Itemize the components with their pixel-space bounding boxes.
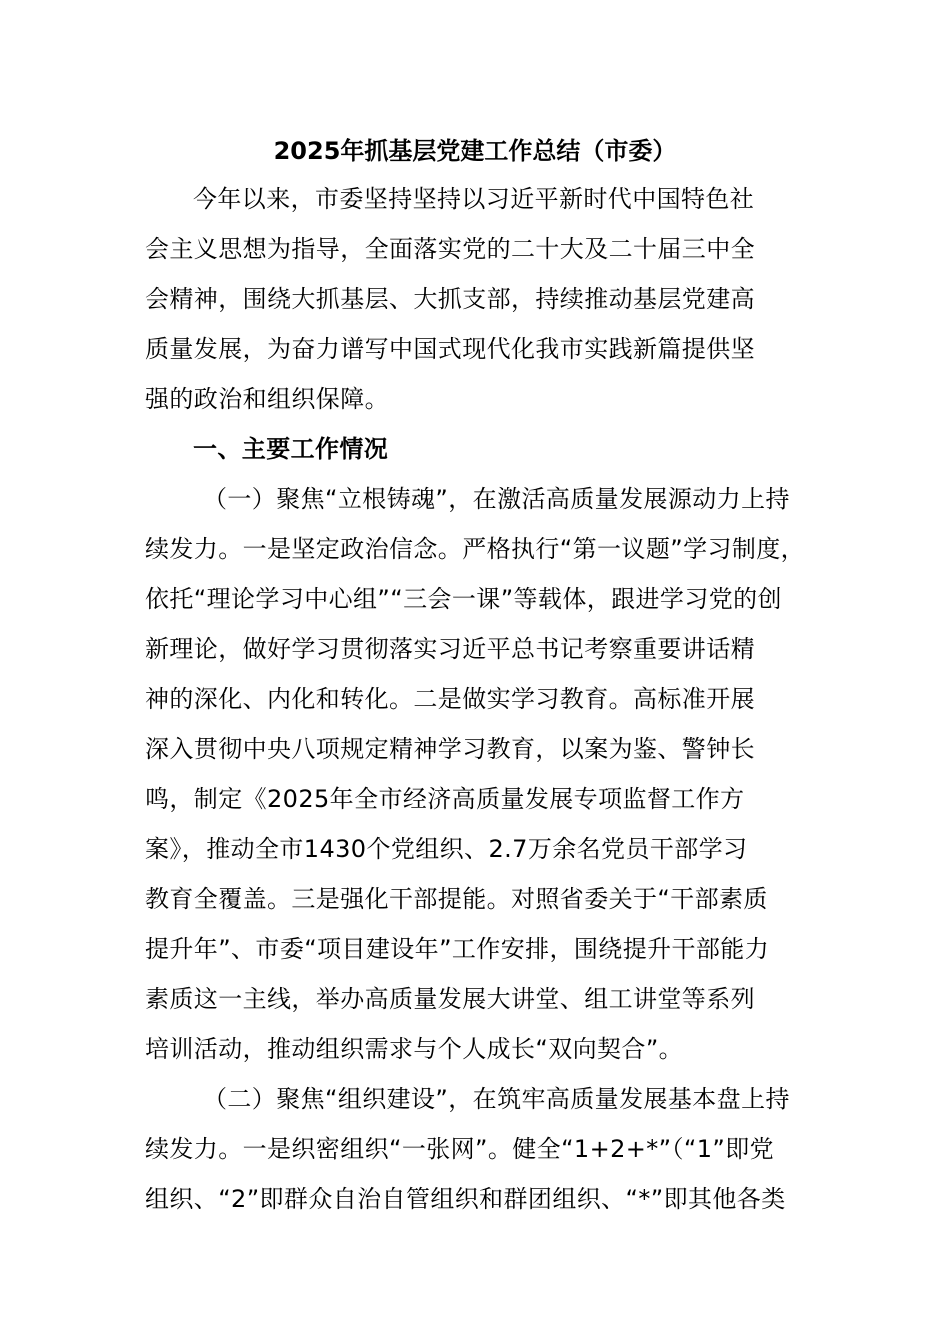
paragraph-line: （二）聚焦“组织建设”，在筑牢高质量发展基本盘上持 [203, 1085, 790, 1113]
paragraph-line: 质量发展，为奋力谱写中国式现代化我市实践新篇提供坚 [145, 335, 755, 363]
paragraph-line: 新理论，做好学习贯彻落实习近平总书记考察重要讲话精 [145, 635, 755, 663]
paragraph-line: 今年以来，市委坚持坚持以习近平新时代中国特色社 [193, 185, 755, 213]
paragraph-line: 续发力。一是织密组织“一张网”。健全“1+2+*”（“1”即党 [145, 1135, 775, 1163]
paragraph-line: 提升年”、市委“项目建设年”工作安排，围绕提升干部能力 [145, 935, 770, 963]
paragraph-line: 续发力。一是坚定政治信念。严格执行“第一议题”学习制度， [145, 535, 806, 563]
paragraph-line: 深入贯彻中央八项规定精神学习教育，以案为鉴、警钟长 [145, 735, 755, 763]
paragraph-line: 素质这一主线，举办高质量发展大讲堂、组工讲堂等系列 [145, 985, 755, 1013]
paragraph-line: 会主义思想为指导，全面落实党的二十大及二十届三中全 [145, 235, 755, 263]
paragraph-line: 会精神，围绕大抓基层、大抓支部，持续推动基层党建高 [145, 285, 755, 313]
paragraph-line: 组织、“2”即群众自治自管组织和群团组织、“*”即其他各类 [145, 1185, 786, 1213]
paragraph-line: 依托“理论学习中心组”“三会一课”等载体，跟进学习党的创 [145, 585, 782, 613]
document-title: 2025年抓基层党建工作总结（市委） [273, 137, 677, 165]
paragraph-line: 神的深化、内化和转化。二是做实学习教育。高标准开展 [145, 685, 755, 713]
paragraph-line: （一）聚焦“立根铸魂”，在激活高质量发展源动力上持 [203, 485, 790, 513]
section-heading: 一、主要工作情况 [193, 435, 389, 463]
paragraph-line: 强的政治和组织保障。 [145, 385, 389, 413]
paragraph-line: 案》，推动全市1430个党组织、2.7万余名党员干部学习 [145, 835, 748, 863]
paragraph-line: 鸣，制定《2025年全市经济高质量发展专项监督工作方 [145, 785, 745, 813]
paragraph-line: 教育全覆盖。三是强化干部提能。对照省委关于“干部素质 [145, 885, 768, 913]
paragraph-line: 培训活动，推动组织需求与个人成长“双向契合”。 [145, 1035, 684, 1063]
